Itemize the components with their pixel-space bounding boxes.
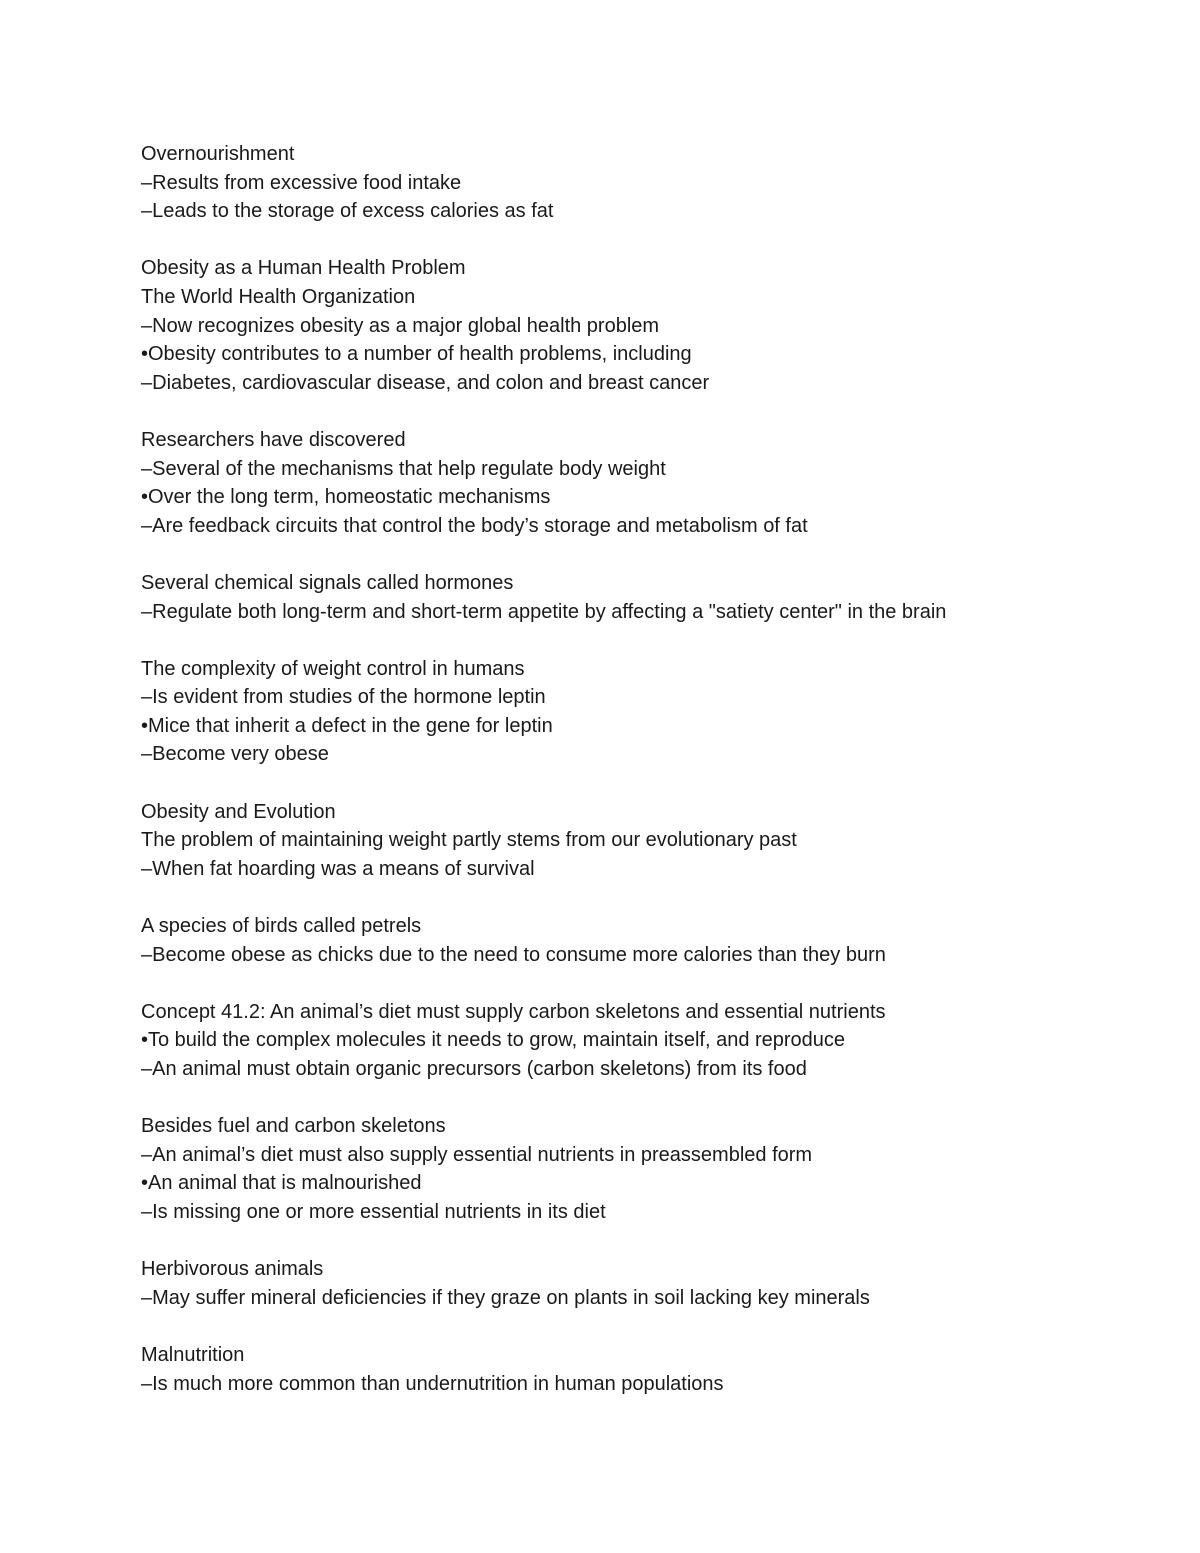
text-line: –Is much more common than undernutrition in human populations — [141, 1372, 724, 1395]
paragraph-hormones — [141, 569, 1161, 626]
paragraph-heading: Obesity as a Human Health Problem — [141, 257, 466, 280]
paragraph-concept-41-2 — [141, 998, 1161, 1084]
text-line: –Become obese as chicks due to the need to consume more calories than they burn — [141, 943, 886, 966]
paragraph-obesity-health-problem — [141, 254, 1161, 397]
text-line: •Over the long term, homeostatic mechanisms — [141, 486, 551, 509]
paragraph-heading: Overnourishment — [141, 143, 295, 165]
text-line: –Become very obese — [141, 743, 329, 766]
text-line: •Mice that inherit a defect in the gene for leptin — [141, 714, 553, 737]
text-line: –Results from excessive food intake — [141, 171, 462, 194]
paragraph-overnourishment — [141, 140, 1161, 226]
paragraph-obesity-evolution — [141, 798, 1161, 884]
paragraph-petrels — [141, 912, 1161, 969]
paragraph-heading: Herbivorous animals — [141, 1258, 324, 1281]
paragraph-malnutrition — [141, 1341, 1161, 1398]
paragraph-heading: Concept 41.2: An animal’s diet must supply carbon skeletons and essential nutrients — [141, 1000, 886, 1023]
text-line: –Are feedback circuits that control the body’s storage and metabolism of fat — [141, 514, 808, 537]
text-line: –Regulate both long-term and short-term appetite by affecting a "satiety center" in the brain — [141, 600, 947, 623]
text-line: –Several of the mechanisms that help regulate body weight — [141, 457, 666, 480]
text-line: –Is missing one or more essential nutrients in its diet — [141, 1200, 606, 1223]
text-line: –An animal must obtain organic precursors (carbon skeletons) from its food — [141, 1058, 807, 1080]
text-line: –Now recognizes obesity as a major global health problem — [141, 314, 660, 337]
text-line: –Diabetes, cardiovascular disease, and colon and breast cancer — [141, 371, 710, 394]
text-line: •To build the complex molecules it needs to grow, maintain itself, and reproduce — [141, 1029, 846, 1052]
paragraph-heading: Besides fuel and carbon skeletons — [141, 1115, 446, 1138]
text-line: •An animal that is malnourished — [141, 1172, 422, 1195]
paragraph-heading: Several chemical signals called hormones — [141, 571, 514, 594]
text-line: –May suffer mineral deficiencies if they graze on plants in soil lacking key minerals — [141, 1286, 870, 1309]
text-line: –When fat hoarding was a means of survival — [141, 857, 535, 880]
text-line: –Is evident from studies of the hormone leptin — [141, 686, 546, 709]
paragraph-fuel-carbon-skeletons — [141, 1112, 1161, 1226]
paragraph-heading: The complexity of weight control in humans — [141, 657, 525, 680]
paragraph-heading: Researchers have discovered — [141, 428, 406, 451]
text-line: •Obesity contributes to a number of health problems, including — [141, 343, 692, 366]
paragraph-weight-control — [141, 655, 1161, 769]
text-line: The World Health Organization — [141, 285, 416, 308]
paragraph-herbivorous-animals — [141, 1255, 1161, 1312]
text-line: –Leads to the storage of excess calories as fat — [141, 200, 554, 223]
text-line: The problem of maintaining weight partly stems from our evolutionary past — [141, 829, 797, 852]
paragraph-heading: Obesity and Evolution — [141, 800, 336, 823]
paragraph-heading: A species of birds called petrels — [141, 915, 422, 938]
text-line: –An animal’s diet must also supply essential nutrients in preassembled form — [141, 1143, 813, 1166]
document-body — [141, 140, 1161, 1427]
paragraph-researchers — [141, 426, 1161, 540]
paragraph-heading: Malnutrition — [141, 1343, 245, 1366]
